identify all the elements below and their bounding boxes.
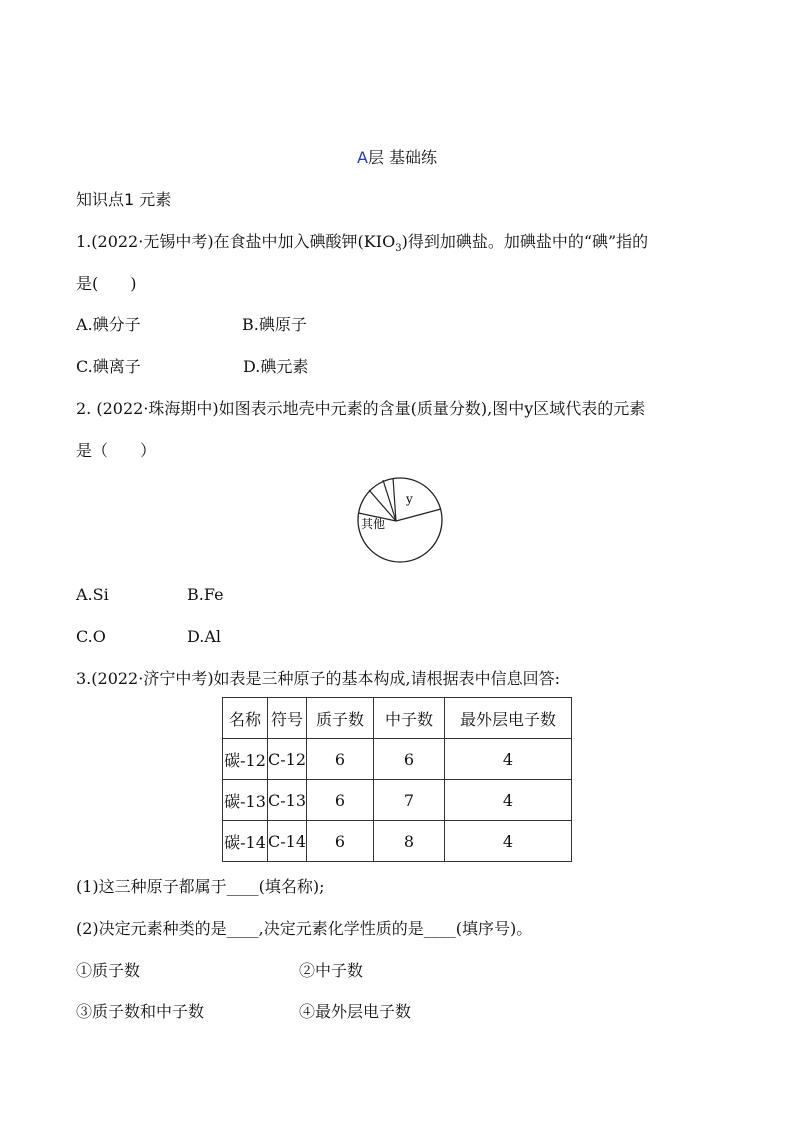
pie-label-other: 其他 xyxy=(361,517,386,531)
table-header-row xyxy=(223,698,572,739)
table-cell: 6 xyxy=(307,780,374,821)
table-cell: 8 xyxy=(374,821,445,862)
table-cell: 4 xyxy=(445,739,572,780)
header-cell: 名称 xyxy=(223,698,268,739)
table-cell: 4 xyxy=(445,780,572,821)
section-letter: A xyxy=(356,148,368,167)
table-cell: C-13 xyxy=(268,780,307,821)
q1-text-after: )得到加碘盐。加碘盐中的“碘”指的 xyxy=(401,232,649,251)
q3-stem: 3.(2022·济宁中考)如表是三种原子的基本构成,请根据表中信息回答: xyxy=(76,669,561,688)
q2-stem: 2. (2022·珠海期中)如图表示地壳中元素的含量(质量分数),图中y区域代表的元素 xyxy=(76,399,646,418)
header-cell: 最外层电子数 xyxy=(445,698,572,739)
table-cell: 6 xyxy=(307,739,374,780)
q1-text-before: 1.(2022·无锡中考)在食盐中加入碘酸钾(KIO xyxy=(76,232,396,251)
header-cell: 中子数 xyxy=(374,698,445,739)
q3-subquestion-1: (1)这三种原子都属于____(填名称); xyxy=(76,877,325,896)
q1-stem xyxy=(76,231,648,260)
crust-element-pie-chart xyxy=(356,476,446,566)
table-cell: 6 xyxy=(307,821,374,862)
atom-composition-table xyxy=(222,697,572,862)
q2-option-c: C.O xyxy=(76,627,106,646)
table-cell: 4 xyxy=(445,821,572,862)
knowledge-point-heading: 知识点1 元素 xyxy=(76,190,172,209)
section-title-text: 层 基础练 xyxy=(367,148,438,167)
header-cell: 符号 xyxy=(268,698,307,739)
q2-option-d: D.Al xyxy=(187,627,222,646)
q1-option-b: B.碘原子 xyxy=(242,315,307,334)
pie-label-y: y xyxy=(406,492,413,506)
q1-subscript: 3 xyxy=(395,243,402,255)
q3-option-1: ①质子数 xyxy=(76,961,141,980)
table-cell: 碳-13 xyxy=(223,780,268,821)
q1-option-a: A.碘分子 xyxy=(76,315,141,334)
q3-option-4: ④最外层电子数 xyxy=(299,1002,412,1021)
section-title xyxy=(0,147,794,169)
q1-option-d: D.碘元素 xyxy=(243,357,309,376)
table-cell: 7 xyxy=(374,780,445,821)
q1-option-c: C.碘离子 xyxy=(76,357,141,376)
table-row xyxy=(223,780,572,821)
q3-option-2: ②中子数 xyxy=(299,961,364,980)
table-row xyxy=(223,821,572,862)
q2-option-a: A.Si xyxy=(76,585,109,604)
table-cell: 碳-14 xyxy=(223,821,268,862)
q3-option-3: ③质子数和中子数 xyxy=(76,1002,205,1021)
table-cell: C-14 xyxy=(268,821,307,862)
table-cell: 6 xyxy=(374,739,445,780)
q2-stem-line2: 是（ ） xyxy=(76,441,157,460)
q2-option-b: B.Fe xyxy=(187,585,224,604)
table-row xyxy=(223,739,572,780)
table-cell: 碳-12 xyxy=(223,739,268,780)
q3-subquestion-2: (2)决定元素种类的是____,决定元素化学性质的是____(填序号)。 xyxy=(76,919,533,938)
header-cell: 质子数 xyxy=(307,698,374,739)
table-cell: C-12 xyxy=(268,739,307,780)
q1-stem-line2: 是( ) xyxy=(76,274,137,293)
